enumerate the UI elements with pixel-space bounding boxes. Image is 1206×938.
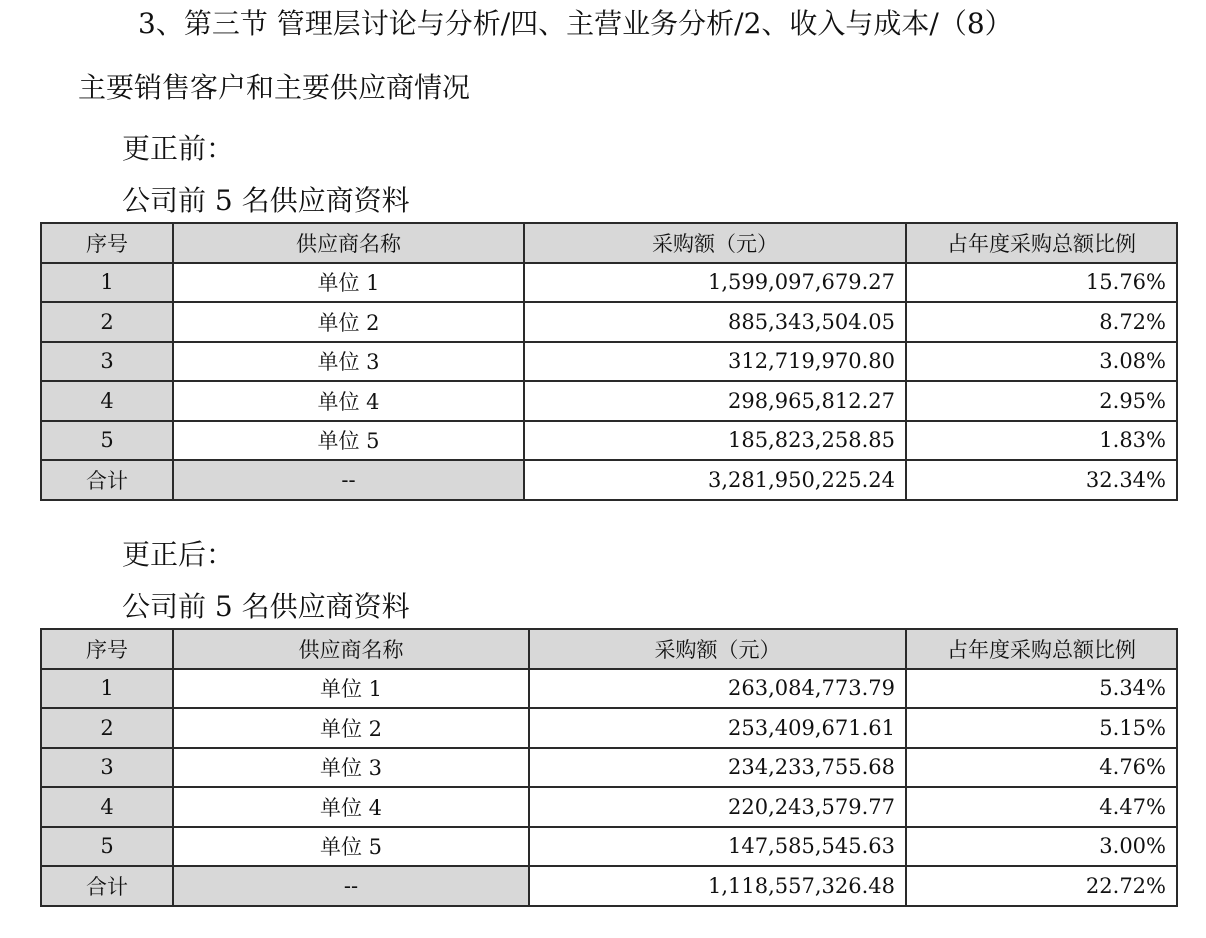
cell-total-ratio: 22.72% [906,866,1177,906]
cell-supplier: 单位 4 [173,787,529,827]
cell-seq: 4 [41,787,173,827]
cell-total-amount: 1,118,557,326.48 [529,866,906,906]
cell-supplier: 单位 2 [173,708,529,748]
cell-seq: 1 [41,669,173,709]
cell-amount: 263,084,773.79 [529,669,906,709]
cell-ratio: 8.72% [906,302,1177,342]
column-header-supplier: 供应商名称 [173,629,529,669]
cell-supplier: 单位 5 [173,421,524,461]
column-header-ratio: 占年度采购总额比例 [906,223,1177,263]
section-heading-continued: 主要销售客户和主要供应商情况 [78,71,471,104]
column-header-amount: 采购额（元） [529,629,906,669]
table-header-row [41,223,1177,263]
cell-seq: 3 [41,342,173,382]
table-total-row [41,460,1177,500]
before-table-title: 公司前 5 名供应商资料 [122,184,410,217]
column-header-amount: 采购额（元） [524,223,906,263]
cell-amount: 885,343,504.05 [524,302,906,342]
cell-supplier: 单位 1 [173,669,529,709]
column-header-seq: 序号 [41,223,173,263]
column-header-seq: 序号 [41,629,173,669]
cell-seq: 2 [41,708,173,748]
cell-seq: 1 [41,263,173,303]
table-row [41,342,1177,382]
cell-total-amount: 3,281,950,225.24 [524,460,906,500]
cell-total-ratio: 32.34% [906,460,1177,500]
table-row [41,787,1177,827]
cell-amount: 1,599,097,679.27 [524,263,906,303]
after-table-title: 公司前 5 名供应商资料 [122,590,410,623]
cell-seq: 5 [41,421,173,461]
cell-amount: 147,585,545.63 [529,827,906,867]
cell-supplier: 单位 5 [173,827,529,867]
cell-ratio: 4.76% [906,748,1177,788]
table-row [41,708,1177,748]
cell-total-supplier: -- [173,460,524,500]
cell-amount: 234,233,755.68 [529,748,906,788]
cell-ratio: 3.00% [906,827,1177,867]
table-header-row [41,629,1177,669]
after-correction-label: 更正后： [122,538,235,571]
table-row [41,827,1177,867]
cell-seq: 3 [41,748,173,788]
cell-seq: 2 [41,302,173,342]
supplier-table-before [40,222,1178,501]
cell-ratio: 4.47% [906,787,1177,827]
cell-total-label: 合计 [41,460,173,500]
cell-ratio: 5.34% [906,669,1177,709]
table-row [41,421,1177,461]
cell-supplier: 单位 2 [173,302,524,342]
cell-supplier: 单位 4 [173,381,524,421]
table-row [41,302,1177,342]
cell-seq: 4 [41,381,173,421]
cell-seq: 5 [41,827,173,867]
table-total-row [41,866,1177,906]
table-row [41,669,1177,709]
cell-supplier: 单位 3 [173,748,529,788]
supplier-table-after [40,628,1178,907]
column-header-supplier: 供应商名称 [173,223,524,263]
cell-ratio: 2.95% [906,381,1177,421]
cell-amount: 185,823,258.85 [524,421,906,461]
column-header-ratio: 占年度采购总额比例 [906,629,1177,669]
cell-amount: 298,965,812.27 [524,381,906,421]
cell-ratio: 3.08% [906,342,1177,382]
table-row [41,381,1177,421]
cell-supplier: 单位 3 [173,342,524,382]
cell-amount: 220,243,579.77 [529,787,906,827]
cell-total-label: 合计 [41,866,173,906]
cell-ratio: 1.83% [906,421,1177,461]
section-heading: 3、第三节 管理层讨论与分析/四、主营业务分析/2、收入与成本/（8） [138,7,1013,40]
cell-supplier: 单位 1 [173,263,524,303]
cell-ratio: 15.76% [906,263,1177,303]
cell-amount: 253,409,671.61 [529,708,906,748]
cell-total-supplier: -- [173,866,529,906]
table-row [41,263,1177,303]
cell-ratio: 5.15% [906,708,1177,748]
before-correction-label: 更正前： [122,132,235,165]
table-row [41,748,1177,788]
cell-amount: 312,719,970.80 [524,342,906,382]
